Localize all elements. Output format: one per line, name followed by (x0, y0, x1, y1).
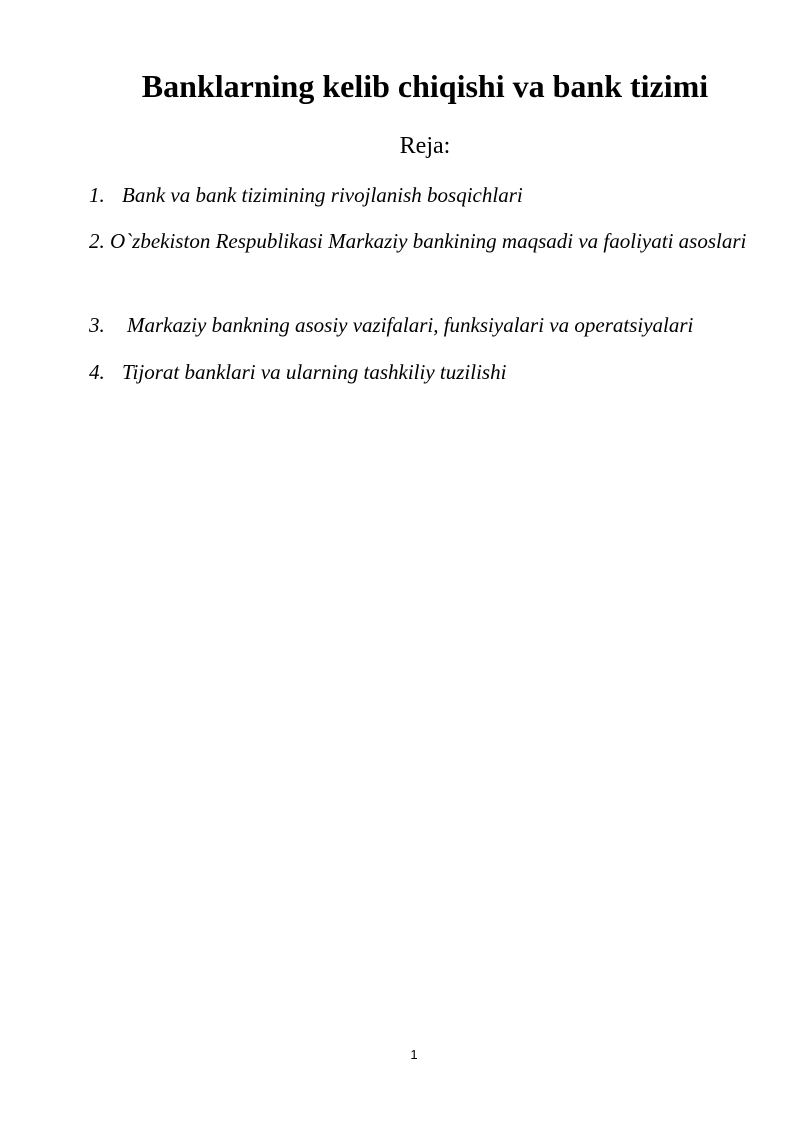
plan-item (89, 354, 760, 391)
plan-item-text: Bank va bank tizimining rivojlanish bosqichlari (122, 183, 523, 207)
plan-item-number: 1. (89, 183, 105, 207)
plan-item-number: 3. (89, 313, 105, 337)
plan-item-text: Markaziy bankning asosiy vazifalari, funksiyalari va operatsiyalari (127, 313, 694, 337)
plan-item-number: 2. (89, 229, 105, 253)
page-number: 1 (410, 1047, 418, 1062)
plan-item (89, 307, 760, 344)
plan-item (89, 177, 760, 214)
plan-heading: Reja: (399, 133, 451, 159)
plan-item (89, 223, 760, 260)
plan-item-text: O`zbekiston Respublikasi Markaziy bankining maqsadi va faoliyati asoslari (110, 229, 747, 253)
document-title: Banklarning kelib chiqishi va bank tizimi (141, 68, 709, 104)
plan-item-text: Tijorat banklari va ularning tashkiliy tuzilishi (122, 360, 507, 384)
plan-item-number: 4. (89, 360, 105, 384)
